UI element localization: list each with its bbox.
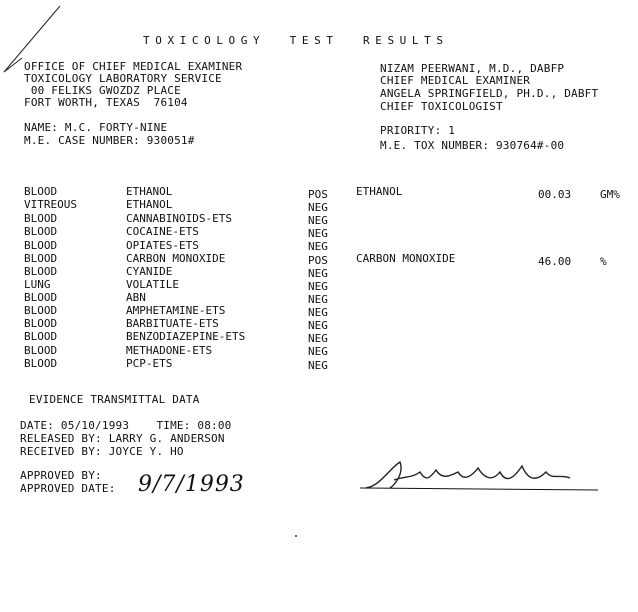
staff-line-4: CHIEF TOXICOLOGIST	[380, 100, 503, 113]
positive-unit: GM%	[600, 188, 620, 201]
specimen-cell: BLOOD	[24, 357, 58, 370]
result-row	[0, 212, 638, 225]
result-row	[0, 225, 638, 238]
specimen-cell: VITREOUS	[24, 198, 77, 211]
positive-unit: %	[600, 255, 607, 268]
result-cell: POS	[308, 188, 328, 201]
test-cell: VOLATILE	[126, 278, 179, 291]
result-cell: NEG	[308, 280, 328, 293]
result-row	[0, 330, 638, 343]
staff-line-1: NIZAM PEERWANI, M.D., DABFP	[380, 62, 565, 75]
specimen-cell: BLOOD	[24, 330, 58, 343]
result-cell: POS	[308, 254, 328, 267]
specimen-cell: BLOOD	[24, 344, 58, 357]
result-cell: NEG	[308, 240, 328, 253]
test-cell: AMPHETAMINE-ETS	[126, 304, 226, 317]
approved-by: APPROVED BY:	[20, 469, 102, 482]
result-row	[0, 317, 638, 330]
specimen-cell: BLOOD	[24, 291, 58, 304]
result-row	[0, 252, 638, 268]
specimen-cell: BLOOD	[24, 185, 58, 198]
tox-number: M.E. TOX NUMBER: 930764#-00	[380, 139, 565, 152]
evidence-heading: EVIDENCE TRANSMITTAL DATA	[29, 393, 200, 406]
specimen-cell: BLOOD	[24, 304, 58, 317]
test-cell: CARBON MONOXIDE	[126, 252, 226, 265]
result-cell: NEG	[308, 293, 328, 306]
document-title: TOXICOLOGY TEST RESULTS	[143, 34, 449, 47]
priority: PRIORITY: 1	[380, 124, 456, 137]
specimen-cell: BLOOD	[24, 252, 58, 265]
positive-analyte: ETHANOL	[356, 185, 403, 198]
test-cell: PCP-ETS	[126, 357, 173, 370]
result-cell: NEG	[308, 227, 328, 240]
positive-analyte: CARBON MONOXIDE	[356, 252, 456, 265]
result-row	[0, 357, 638, 370]
approved-date-handwritten: 9/7/1993	[138, 472, 245, 497]
result-row	[0, 291, 638, 304]
test-cell: BARBITUATE-ETS	[126, 317, 219, 330]
case-number: M.E. CASE NUMBER: 930051#	[24, 134, 195, 147]
result-cell: NEG	[308, 359, 328, 372]
result-cell: NEG	[308, 214, 328, 227]
case-name: NAME: M.C. FORTY-NINE	[24, 121, 168, 134]
specimen-cell: LUNG	[24, 278, 51, 291]
result-cell: NEG	[308, 306, 328, 319]
evidence-date-time: DATE: 05/10/1993 TIME: 08:00	[20, 419, 232, 432]
test-cell: ETHANOL	[126, 185, 173, 198]
result-row	[0, 278, 638, 291]
test-cell: ETHANOL	[126, 198, 173, 211]
result-row	[0, 265, 638, 278]
test-cell: ABN	[126, 291, 146, 304]
result-row	[0, 304, 638, 317]
result-row	[0, 198, 638, 214]
positive-value: 46.00	[538, 255, 572, 268]
office-line-1: OFFICE OF CHIEF MEDICAL EXAMINER	[24, 60, 243, 73]
result-row	[0, 185, 638, 201]
result-row	[0, 344, 638, 357]
test-cell: COCAINE-ETS	[126, 225, 199, 238]
specimen-cell: BLOOD	[24, 225, 58, 238]
test-cell: METHADONE-ETS	[126, 344, 213, 357]
result-cell: NEG	[308, 201, 328, 214]
staff-line-3: ANGELA SPRINGFIELD, PH.D., DABFT	[380, 87, 599, 100]
staff-line-2: CHIEF MEDICAL EXAMINER	[380, 74, 531, 87]
specimen-cell: BLOOD	[24, 317, 58, 330]
office-line-4: FORT WORTH, TEXAS 76104	[24, 96, 188, 109]
office-line-3: 00 FELIKS GWOZDZ PLACE	[24, 84, 181, 97]
result-cell: NEG	[308, 332, 328, 345]
approved-date-label: APPROVED DATE:	[20, 482, 116, 495]
result-cell: NEG	[308, 267, 328, 280]
scan-dot	[294, 534, 298, 538]
test-cell: BENZODIAZEPINE-ETS	[126, 330, 246, 343]
specimen-cell: BLOOD	[24, 212, 58, 225]
received-by: RECEIVED BY: JOYCE Y. HO	[20, 445, 184, 458]
released-by: RELEASED BY: LARRY G. ANDERSON	[20, 432, 225, 445]
test-cell: CYANIDE	[126, 265, 173, 278]
result-row	[0, 239, 638, 252]
office-line-2: TOXICOLOGY LABORATORY SERVICE	[24, 72, 222, 85]
result-cell: NEG	[308, 319, 328, 332]
test-cell: OPIATES-ETS	[126, 239, 199, 252]
specimen-cell: BLOOD	[24, 239, 58, 252]
result-cell: NEG	[308, 345, 328, 358]
approval-signature	[360, 458, 600, 498]
test-cell: CANNABINOIDS-ETS	[126, 212, 232, 225]
specimen-cell: BLOOD	[24, 265, 58, 278]
positive-value: 00.03	[538, 188, 572, 201]
